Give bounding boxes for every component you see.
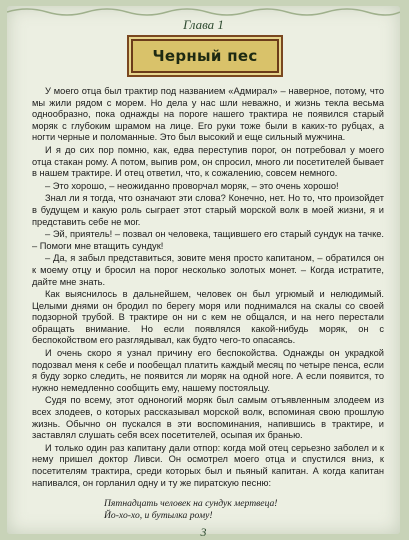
paragraph: – Да, я забыл представиться, зовите меня просто капитаном, – обратился он к моему отцу и бросил на порог несколько золотых монет. – Когда истратите, дайте мне знать. — [32, 253, 384, 287]
paragraph: И я до сих пор помню, как, едва переступив порог, он потребовал у моего отца стакан рому. А потом, выпив ром, он спросил, много ли посетителей бывает в нашем трактире. И отец ответил, что, к сожалению, совсем немного. — [32, 144, 384, 179]
paragraph: Как выяснилось в дальнейшем, человек он был угрюмый и нелюдимый. Целыми днями он бродил по берегу моря или поднимался на скалы со своей подзорной трубой. В трактире он ни с кем не общался, и на него перестали обращать внимание. Но если появлялся какой-нибудь моряк, он с беспокойством его разглядывал, как будто чего-то опасаясь. — [32, 289, 384, 346]
paragraph: Судя по всему, этот одноногий моряк был самым отъявленным злодеем из всех злодеев, о которых рассказывал морской волк, вспоминая свою прошлую жизнь. Обычно он пускался в эти воспоминания, напившись в трактире, и заставлял слушать себя всех посетителей, осыпая их бранью. — [32, 395, 384, 441]
paragraph: И только один раз капитану дали отпор: когда мой отец серьезно заболел и к нему пришел доктор Ливси. Он осмотрел моего отца и спустился вниз, к посетителям трактира, среди которых был и пьяный капитан. А когда капитан напивался, он горланил одну и ту же пиратскую песню: — [32, 442, 384, 488]
paragraph: – Эй, приятель! – позвал он человека, тащившего его старый сундук на тачке. – Помоги мне втащить сундук! — [32, 229, 384, 251]
paragraph: И очень скоро я узнал причину его беспокойства. Однажды он украдкой подозвал меня к себе и пообещал платить каждый месяц по четыре пенса, если я буду зорко следить, не появится ли моряк на одной ноге. А если появится, то нужно немедленно сообщить ему, нашему постояльцу. — [32, 348, 384, 393]
paragraph: У моего отца был трактир под названием «Адмирал» – наверное, потому, что мы жили рядом с морем. Но дела у нас шли неважно, и жизнь текла весьма однообразно, пока однажды на пороге нашего трактира не появился старый моряк с глубоким шрамом на лице. Его руки тоже были в каких-то рубцах, а ногти черные и поломанные. Это был высокий и еще сильный мужчина. — [32, 86, 384, 143]
chapter-title-frame — [131, 39, 279, 73]
chapter-heading: Глава 1 — [183, 17, 224, 32]
paragraph: Знал ли я тогда, что означают эти слова? Конечно, нет. Но то, что произойдет в будущем и какую роль сыграет этот старый морской волк в моей жизни, я и представить себе не мог. — [32, 193, 384, 227]
song-line: Пятнадцать человек на сундук мертвеца! — [104, 498, 278, 509]
story-text — [32, 86, 384, 489]
pirate-song — [104, 498, 364, 522]
page-number: 3 — [200, 525, 207, 539]
book-page — [7, 6, 400, 539]
paragraph: – Это хорошо, – неожиданно проворчал моряк, – это очень хорошо! — [45, 180, 339, 191]
song-line: Йо-хо-хо, и бутылка рому! — [104, 510, 213, 521]
chapter-title: Черный пес — [152, 47, 258, 65]
